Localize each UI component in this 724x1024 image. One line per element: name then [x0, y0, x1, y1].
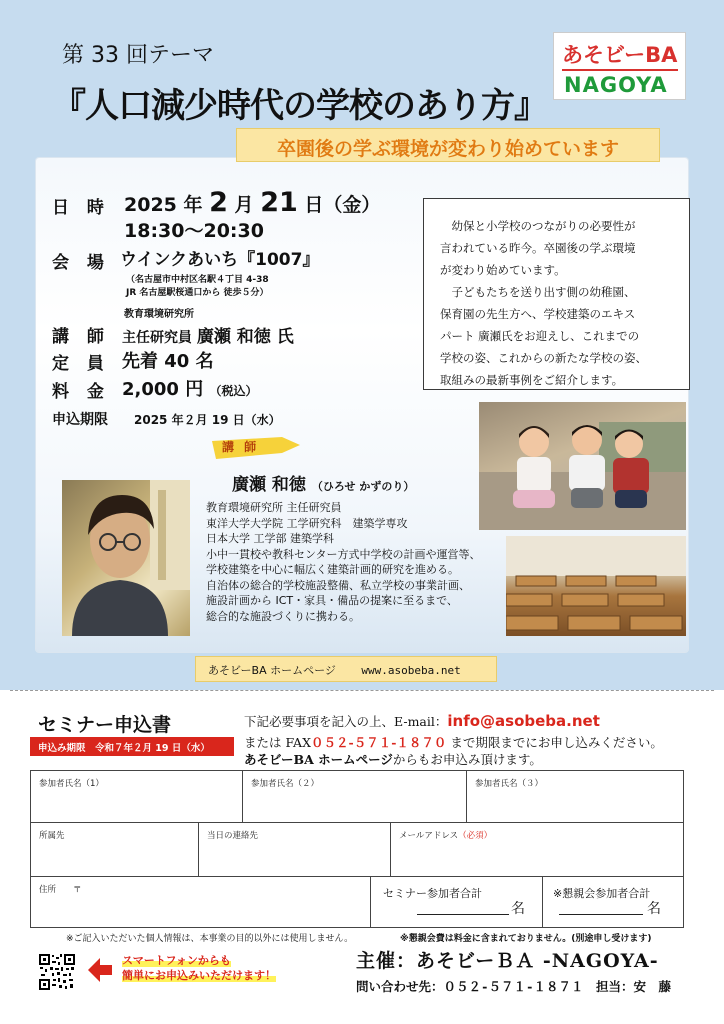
lecturer-title: 主任研究員	[122, 330, 192, 346]
deadline-value: 2025 年２月 19 日（水）	[134, 413, 281, 427]
participant2-field[interactable]	[243, 771, 467, 823]
qr-code-icon[interactable]	[38, 953, 76, 991]
subtitle: 卒園後の学ぶ環境が変わり始めています	[276, 138, 619, 160]
fee-value	[122, 375, 258, 401]
description-line: 学校の姿、これからの新たな学校の姿、	[440, 351, 647, 365]
description-line: 保育園の先生方へ、学校建築のエキス	[440, 307, 636, 321]
party-total-field[interactable]	[543, 877, 683, 927]
bio-line: 施設計画から ICT・家具・備品の提案に至るまで、	[206, 594, 458, 607]
logo-divider	[562, 69, 678, 71]
seminar-total-unit: 名	[511, 901, 525, 917]
date-month-unit: 月	[234, 194, 254, 216]
lecturer-profile-name	[232, 470, 414, 495]
lecturer-bio	[206, 500, 481, 624]
description-line: 言われている昨今。卒園後の学ぶ環境	[440, 241, 636, 255]
bio-line: 学校建築を中心に幅広く建築計画的研究を進める。	[206, 563, 459, 576]
bio-line: 総合的な施設づくりに携わる。	[206, 609, 360, 623]
venue-label: 会 場	[52, 253, 110, 273]
description-text	[440, 215, 673, 391]
lecturer-value	[122, 322, 294, 347]
homepage-text	[208, 662, 461, 678]
lecturer-label: 講 師	[52, 327, 110, 347]
form-deadline-badge	[30, 737, 234, 756]
venue-value: ウインクあいち『1007』	[120, 250, 320, 270]
lecturer-badge-label: 講 師	[222, 440, 260, 454]
party-total-unit: 名	[647, 901, 661, 917]
lecturer-name-kana: （ひろせ かずのり）	[311, 480, 415, 493]
fee-amount: 2,000 円	[122, 379, 204, 400]
instruction-fax-pre: または FAX	[244, 735, 311, 750]
lecturer-name: 廣瀬 和徳 氏	[196, 327, 294, 347]
bio-line: 自治体の総合的学校施設整備、私立学校の事業計画、	[206, 578, 470, 592]
homepage-banner[interactable]	[195, 656, 497, 682]
subtitle-banner	[236, 128, 660, 162]
instruction-email-pre: 下記必要事項を記入の上、E-mail：	[244, 714, 448, 729]
affiliation-label: 所属先	[39, 831, 65, 841]
seminar-total-line	[417, 914, 509, 915]
smartphone-line2: 簡単にお申込みいただけます！	[122, 969, 276, 982]
bio-line: 東洋大学大学院 工学研究科 建築学専攻	[206, 516, 408, 530]
fee-label: 料 金	[52, 382, 110, 402]
venue-access: JR 名古屋駅桜通口から 徒歩５分）	[126, 288, 269, 298]
lecturer-badge	[212, 437, 300, 459]
required-mark: （必須）	[458, 831, 493, 841]
date-day: 21	[260, 187, 298, 218]
description-line: が変わり始めています。	[440, 263, 566, 277]
form-deadline-text: 申込み期限 令和７年２月 19 日（水）	[38, 743, 210, 754]
seminar-total-field[interactable]	[371, 877, 543, 927]
party-fee-note: ※懇親会費は料金に含まれておりません。(別途申し受けます)	[400, 934, 652, 944]
seminar-total-label: セミナー参加者合計	[383, 887, 482, 900]
description-line: 幼保と小学校のつながりの必要性が	[440, 219, 636, 233]
smartphone-line1: スマートフォンからも	[122, 954, 231, 967]
instruction-line-3	[244, 750, 542, 768]
capacity-label: 定 員	[52, 354, 110, 374]
email-link[interactable]: info@asobeba.net	[447, 712, 600, 730]
instruction-line-1	[244, 712, 600, 730]
privacy-note: ※ご記入いただいた個人情報は、本事業の目的以外には使用しません。	[66, 934, 354, 944]
fax-number: ０５２-５７１-１８７０	[311, 735, 447, 750]
date-year: 2025 年	[124, 194, 203, 216]
participant1-label: 参加者氏名（1）	[39, 779, 104, 789]
bio-line: 日本大学 工学部 建築学科	[206, 532, 334, 545]
arrow-left-icon	[88, 957, 112, 983]
instruction-fax-post: まで期限までにお申し込みください。	[446, 735, 663, 750]
fee-tax: （税込）	[209, 384, 258, 398]
homepage-url[interactable]: www.asobeba.net	[361, 664, 461, 677]
logo-line1: あそビーBA	[562, 43, 678, 67]
party-total-label: ※懇親会参加者合計	[553, 887, 651, 900]
participant1-field[interactable]	[31, 771, 243, 823]
instruction-homepage: あそビーBA ホームページ	[244, 752, 393, 767]
party-total-line	[559, 914, 643, 915]
participant2-label: 参加者氏名（２）	[251, 779, 320, 789]
lecturer-photo	[62, 480, 190, 636]
address-label: 住所 〒	[39, 885, 82, 895]
email-label: メールアドレス	[399, 831, 459, 841]
contact-info: 問い合わせ先：０５２-５７１-１８７１ 担当：安 藤	[356, 979, 672, 994]
address-field[interactable]	[31, 877, 371, 927]
lecturer-portrait	[62, 480, 190, 636]
lecturer-org: 教育環境研究所	[124, 309, 194, 320]
organizer: 主催：あそビーＢＡ -NAGOYA-	[356, 950, 659, 972]
homepage-label: あそビーBA ホームページ	[208, 664, 336, 677]
children-photo	[479, 402, 686, 530]
description-line: 子どもたちを送り出す側の幼稚園、	[440, 285, 636, 299]
theme-number: 第 33 回テーマ	[62, 43, 214, 68]
classroom-photo	[506, 536, 686, 636]
day-contact-label: 当日の連絡先	[207, 831, 259, 841]
bio-line: 教育環境研究所 主任研究員	[206, 501, 342, 514]
application-form-table	[30, 770, 684, 928]
arrow-left-shape	[88, 957, 112, 983]
qr-code-pattern	[38, 953, 76, 991]
affiliation-field[interactable]	[31, 823, 199, 877]
main-title: 『人口減少時代の学校のあり方』	[52, 86, 547, 126]
instruction-line-2	[244, 733, 663, 751]
participant3-label: 参加者氏名（３）	[475, 779, 544, 789]
logo	[553, 32, 686, 100]
lecturer-profile-name-text: 廣瀬 和徳	[232, 475, 306, 495]
participant3-field[interactable]	[467, 771, 683, 823]
smartphone-notice	[122, 953, 328, 983]
instruction-homepage-post: からもお申込み頂けます。	[392, 752, 542, 767]
date-label: 日 時	[52, 198, 110, 218]
capacity-value: 先着 40 名	[122, 351, 214, 372]
form-title: セミナー申込書	[38, 714, 172, 736]
bio-line: 小中一貫校や教科センター方式中学校の計画や運営等、	[206, 547, 481, 561]
children-illustration	[479, 402, 686, 530]
date-value	[124, 187, 380, 218]
description-line: 取組みの最新事例をご紹介します。	[440, 373, 624, 387]
logo-line2: NAGOYA	[564, 73, 668, 97]
email-field-label	[399, 829, 492, 841]
cut-line	[10, 690, 714, 691]
deadline-label: 申込期限	[52, 412, 108, 428]
time-value: 18:30～20:30	[124, 220, 264, 242]
classroom-illustration	[506, 536, 686, 636]
day-contact-field[interactable]	[199, 823, 391, 877]
description-box	[423, 198, 690, 390]
date-month: 2	[209, 187, 228, 218]
venue-address: （名古屋市中村区名駅４丁目 4-38	[126, 275, 269, 285]
email-field[interactable]	[391, 823, 683, 877]
date-day-unit: 日（金）	[304, 194, 381, 216]
description-line: パート 廣瀬氏をお迎えし、これまでの	[440, 329, 640, 343]
